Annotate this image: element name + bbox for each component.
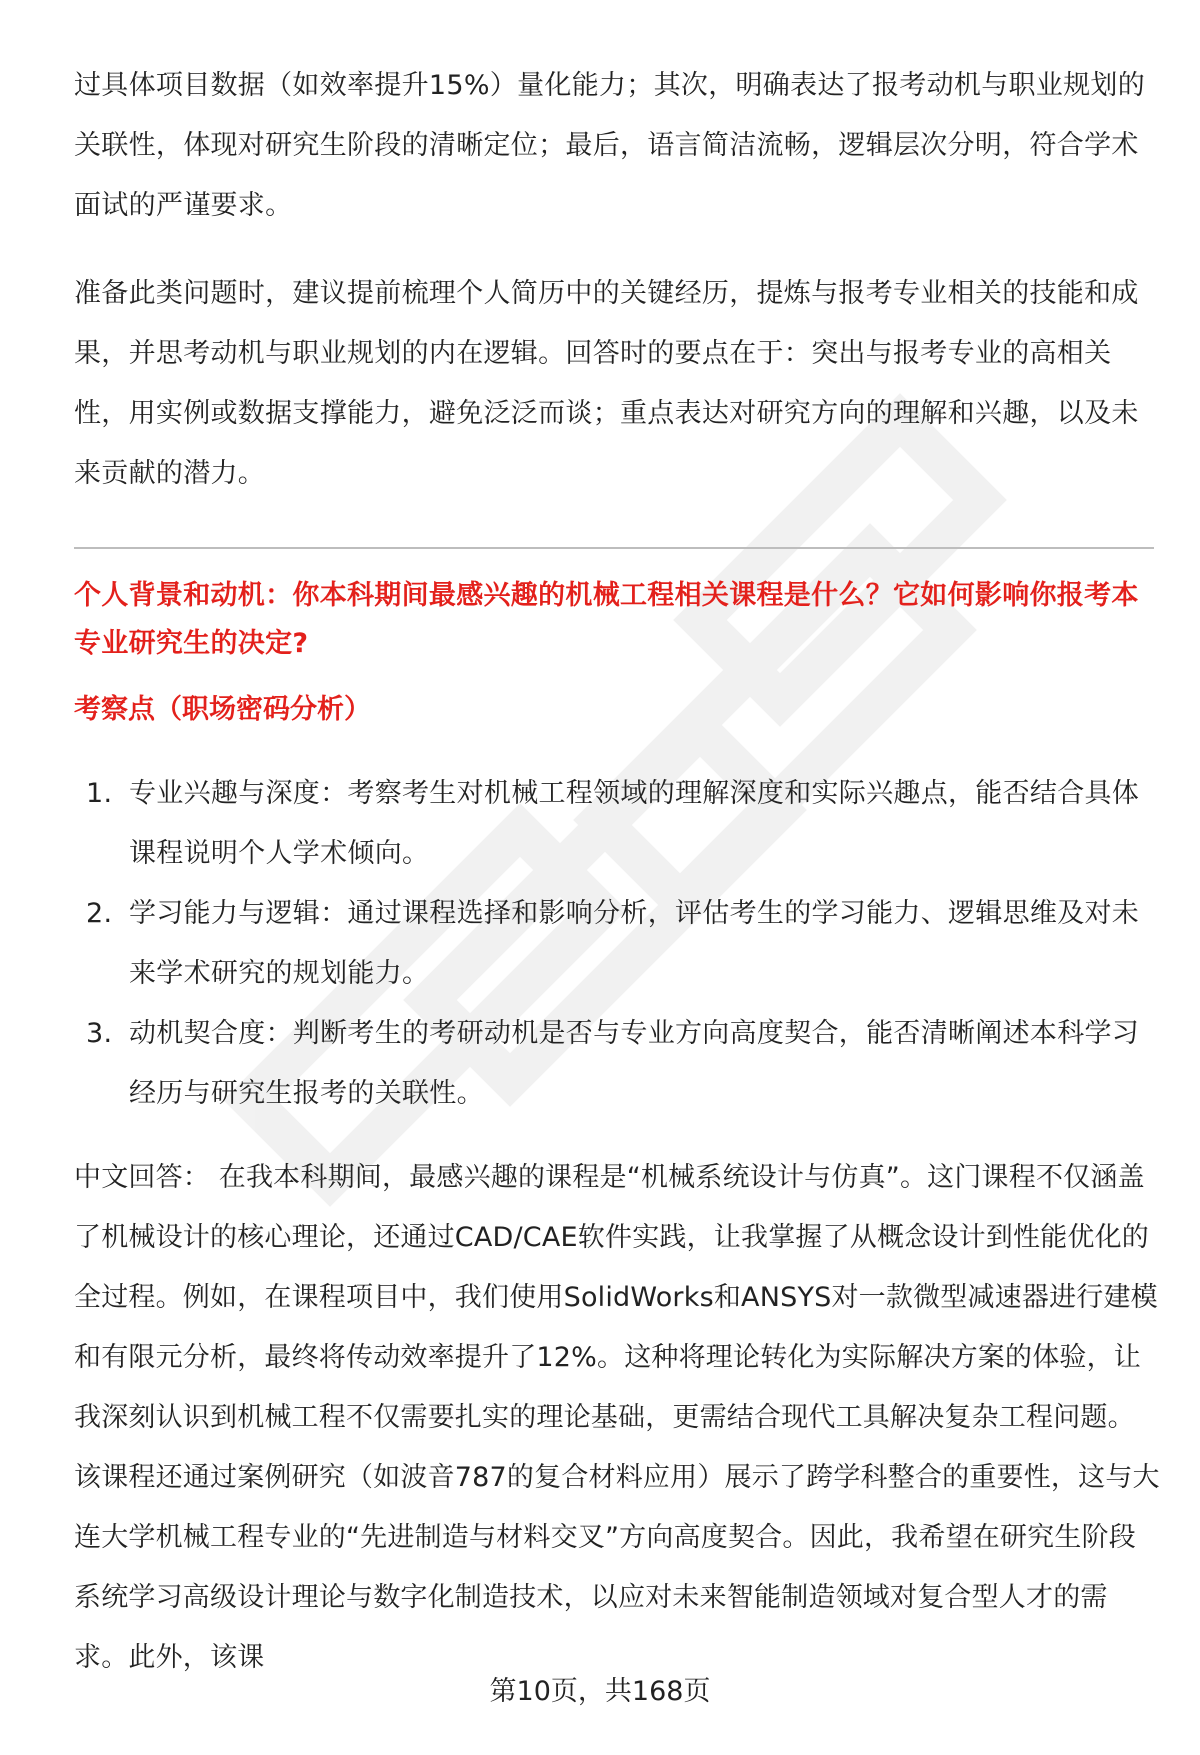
list-item bbox=[74, 764, 1154, 884]
list-item-text: 学习能力与逻辑：通过课程选择和影响分析，评估考生的学习能力、逻辑思维及对未来学术研究的规划能力。 bbox=[129, 898, 1140, 989]
paragraph-1: 过具体项目数据（如效率提升15%）量化能力；其次，明确表达了报考动机与职业规划的关联性，体现对研究生阶段的清晰定位；最后，语言简洁流畅，逻辑层次分明，符合学术面试的严谨要求。 bbox=[74, 70, 1146, 221]
list-number: 3. bbox=[86, 1018, 113, 1049]
assessment-points-list bbox=[74, 764, 1154, 1124]
list-item bbox=[74, 884, 1154, 1004]
list-item bbox=[74, 1004, 1154, 1124]
section-divider bbox=[74, 547, 1154, 549]
section-heading: 考察点（职场密码分析） bbox=[74, 694, 371, 725]
question-title: 个人背景和动机：你本科期间最感兴趣的机械工程相关课程是什么？它如何影响你报考本专业研究生的决定? bbox=[74, 580, 1139, 659]
answer-text: 中文回答： 在我本科期间，最感兴趣的课程是“机械系统设计与仿真”。这门课程不仅涵盖了机械设计的核心理论，还通过CAD/CAE软件实践，让我掌握了从概念设计到性能优化的全过程。例如，在课程项目中，我们使用SolidWorks和ANSYS对一款微型减速器进行建模和有限元分析，最终将传动效率提升了12%。这种将理论转化为实际解决方案的体验，让我深刻认识到机械工程不仅需要扎实的理论基础，更需结合现代工具解决复杂工程问题。该课程还通过案例研究（如波音787的复合材料应用）展示了跨学科整合的重要性，这与大连大学机械工程专业的“先进制造与材料交叉”方向高度契合。因此，我希望在研究生阶段系统学习高级设计理论与数字化制造技术，以应对未来智能制造领域对复合型人才的需求。此外，该课 bbox=[74, 1162, 1160, 1673]
list-item-text: 专业兴趣与深度：考察考生对机械工程领域的理解深度和实际兴趣点，能否结合具体课程说明个人学术倾向。 bbox=[129, 778, 1140, 869]
list-number: 2. bbox=[86, 898, 113, 929]
paragraph-2: 准备此类问题时，建议提前梳理个人简历中的关键经历，提炼与报考专业相关的技能和成果，并思考动机与职业规划的内在逻辑。回答时的要点在于：突出与报考专业的高相关性，用实例或数据支撑能力，避免泛泛而谈；重点表达对研究方向的理解和兴趣，以及未来贡献的潜力。 bbox=[74, 278, 1139, 489]
page-number-footer: 第10页，共168页 bbox=[489, 1676, 711, 1707]
answer-section bbox=[74, 1148, 1160, 1688]
intro-section bbox=[74, 56, 1154, 504]
list-number: 1. bbox=[86, 778, 113, 809]
list-item-text: 动机契合度：判断考生的考研动机是否与专业方向高度契合，能否清晰阐述本科学习经历与研究生报考的关联性。 bbox=[129, 1018, 1140, 1109]
